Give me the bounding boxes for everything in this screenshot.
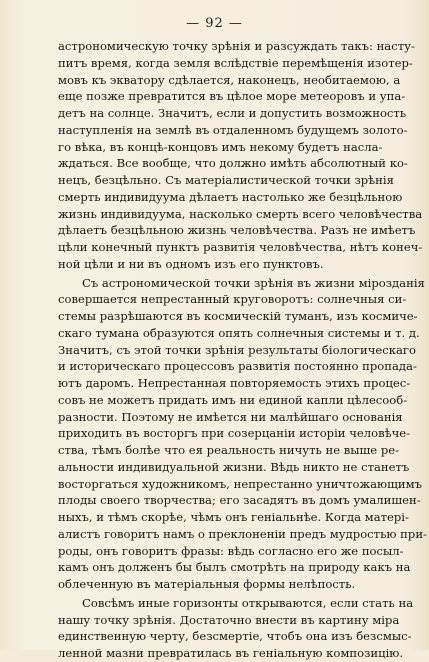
paragraph bbox=[58, 275, 427, 593]
text-line: Совсѣмъ иные горизонты открываются, если стать на bbox=[82, 595, 414, 610]
text-line: совершается непрестанный круговоротъ: солнечныя си- bbox=[58, 292, 407, 307]
text-line: го вѣка, въ концѣ-концовъ имъ некому будетъ насла- bbox=[58, 139, 383, 154]
text-line: облеченную въ матеріальныя формы нелѣпость. bbox=[58, 577, 356, 591]
text-line: альности индивидуальной жизни. Вѣдь никто не станетъ bbox=[58, 459, 410, 474]
text-line: стемы разрѣшаются въ космическій туманъ, изъ космиче- bbox=[58, 309, 418, 323]
text-line: ства, тѣмъ болѣе что ея реальность ничуть не выше ре- bbox=[58, 443, 400, 457]
text-line: скаго тумана образуются опять солнечныя системы и т. д. bbox=[58, 325, 420, 340]
text-line: астрономическую точку зрѣнія и разсуждать такъ: насту- bbox=[58, 39, 415, 53]
text-line: ютъ даромъ. Непрестанная повторяемость этихъ процес- bbox=[58, 376, 411, 390]
text-line: восторгаться художникомъ, непрестанно уничтожающимъ bbox=[58, 476, 423, 491]
text-line: еще позже превратится въ цѣлое море метеоровъ и упа- bbox=[58, 89, 406, 104]
paragraph bbox=[58, 38, 423, 273]
text-line: мовъ къ экватору сдѣлается, наконецъ, необитаемою, а bbox=[58, 72, 401, 87]
text-line: ной цѣли и ни въ одномъ изъ его пунктовъ. bbox=[58, 256, 324, 271]
text-line: и историческаго процессовъ развитія постоянно пропада- bbox=[58, 359, 417, 374]
text-line: роды, онъ говоритъ фразы: вѣдь согласно его же посыл- bbox=[58, 543, 404, 558]
text-line: разности. Поэтому не имѣется ни малѣйшаго основанія bbox=[58, 409, 403, 424]
text-line: совъ не можетъ придать имъ ни единой капли цѣлесооб- bbox=[58, 392, 408, 407]
page-number: — 92 — bbox=[186, 16, 243, 31]
paragraph bbox=[58, 595, 414, 662]
text-line: смерть индивидуума дѣлаетъ настолько же безцѣльною bbox=[58, 189, 403, 204]
text-line: ленной мазни превратилась въ геніальную композицію. bbox=[58, 646, 404, 660]
text-line: камъ онъ долженъ бы былъ смотрѣть на природу какъ на bbox=[58, 560, 411, 575]
text-line: нашу точку зрѣнія. Достаточно внести въ картину міра bbox=[58, 612, 400, 627]
text-line: наступленія на землѣ въ отдаленномъ будущемъ золото- bbox=[58, 122, 408, 137]
text-line: ждаться. Все вообще, что должно имѣть абсолютный ко- bbox=[58, 156, 408, 171]
text-line: единственную черту, безсмертіе, чтобъ она изъ безсмыс- bbox=[58, 629, 412, 644]
text-line: нецъ, безцѣльно. Съ матеріалистической точки зрѣнія bbox=[58, 173, 394, 187]
text-line: плоды своего творчества; его засадятъ въ домъ умалишен- bbox=[58, 493, 421, 508]
text-line: Значитъ, съ этой точки зрѣнія результаты біологическаго bbox=[58, 342, 416, 357]
text-line: дѣлаетъ безцѣльною жизнь человѣчества. Разъ не имѣетъ bbox=[58, 223, 416, 238]
text-line: цѣли конечный пунктъ развитія человѣчества, нѣтъ конеч- bbox=[58, 240, 423, 254]
text-line: Съ астрономической точки зрѣнія въ жизни мірозданія bbox=[82, 275, 425, 290]
body-text bbox=[58, 38, 427, 662]
text-line: питъ время, когда земля вслѣдствіе перемѣщенія изотер- bbox=[58, 55, 413, 70]
text-line: ныхъ, и тѣмъ скорѣе, чѣмъ онъ геніальнѣе. Когда матері- bbox=[58, 510, 409, 524]
text-line: детъ на солнце. Значитъ, если и допустить возможность bbox=[58, 106, 407, 120]
text-line: жизнь индивидуума, насколько смерть всего человѣчества bbox=[58, 206, 423, 221]
text-line: приходить въ восторгъ при созерцаніи исторіи человѣче- bbox=[58, 426, 411, 441]
text-line: алистъ говоритъ намъ о преклоненіи предъ мудростью при- bbox=[58, 526, 427, 541]
